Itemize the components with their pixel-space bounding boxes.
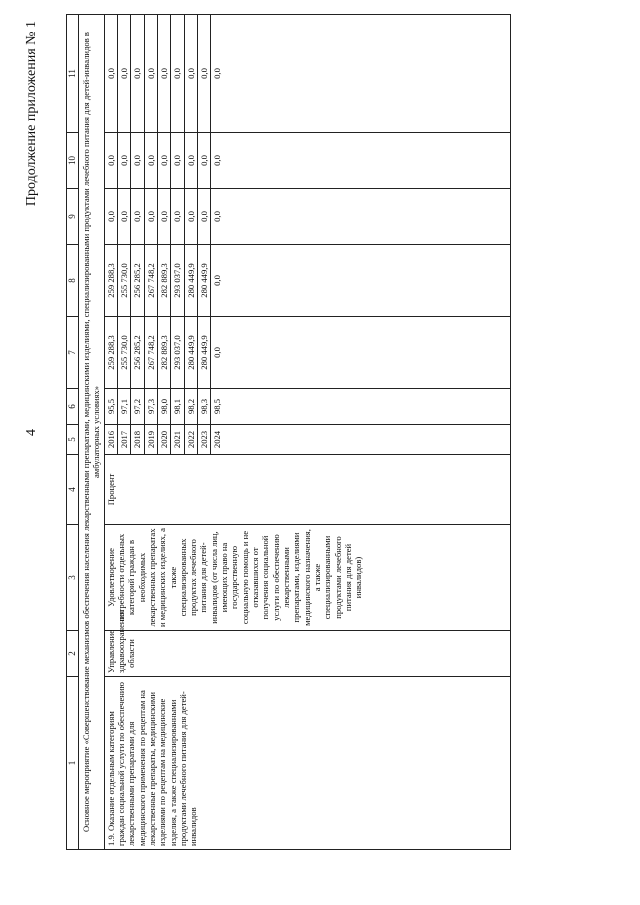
year: 2022 [184,425,197,455]
value-col7: 256 285,2 [131,317,144,389]
unit: Процент [104,455,511,525]
table-row [104,15,117,850]
indicator: Удовлетворение потребности отдельных категорий граждан в необходимых лекарственных препаратах и медицинских изделиях, а также специализированных продуктах лечебного питания для детей-инвалидов (от числа лиц, имеющих право на государственную социальную помощь и не отказавшихся от получения социальной услуги по обеспечению лекарственными препаратами, изделиями медицинского назначения, а также специализированными продуктами лечебного питания для детей инвалидов) [104,525,511,631]
value-col11: 0,0 [171,15,184,133]
percent: 98,0 [157,389,170,425]
column-number: 4 [67,455,79,525]
value-col9: 0,0 [144,189,157,245]
value-col7: 0,0 [211,317,511,389]
value-col10: 0,0 [117,133,130,189]
value-col10: 0,0 [144,133,157,189]
value-col11: 0,0 [184,15,197,133]
page-number: 4 [24,429,39,436]
value-col7: 280 449,9 [197,317,210,389]
percent: 95,5 [104,389,117,425]
event-name: 1.9. Оказание отдельным категориям граждан социальной услуги по обеспечению лекарственными препаратами для медицинского применения по рецептам на лекарственные препараты, медицинскими изделиями по рецептам на медицинские изделия, а также специализированными продуктами лечебного питания для детей-инвалидов [104,677,511,850]
value-col11: 0,0 [104,15,117,133]
value-col9: 0,0 [157,189,170,245]
year: 2023 [197,425,210,455]
year: 2024 [211,425,511,455]
year: 2021 [171,425,184,455]
value-col8: 280 449,9 [184,245,197,317]
continuation-label: Продолжение приложения № 1 [24,21,39,207]
column-number: 10 [67,133,79,189]
column-number: 11 [67,15,79,133]
percent: 98,2 [184,389,197,425]
column-number: 2 [67,631,79,677]
value-col10: 0,0 [197,133,210,189]
rotated-sheet [24,15,586,850]
value-col9: 0,0 [171,189,184,245]
value-col7: 293 037,0 [171,317,184,389]
value-col9: 0,0 [184,189,197,245]
value-col7: 267 748,2 [144,317,157,389]
column-number: 3 [67,525,79,631]
value-col7: 255 730,0 [117,317,130,389]
year: 2019 [144,425,157,455]
value-col11: 0,0 [197,15,210,133]
percent: 97,2 [131,389,144,425]
value-col8: 259 288,3 [104,245,117,317]
column-number-row [67,15,79,850]
year: 2017 [117,425,130,455]
value-col8: 256 285,2 [131,245,144,317]
value-col8: 282 889,3 [157,245,170,317]
value-col10: 0,0 [104,133,117,189]
value-col8: 0,0 [211,245,511,317]
value-col7: 282 889,3 [157,317,170,389]
value-col11: 0,0 [117,15,130,133]
main-event-row [79,15,105,850]
column-number: 9 [67,189,79,245]
year: 2016 [104,425,117,455]
value-col9: 0,0 [104,189,117,245]
value-col10: 0,0 [211,133,511,189]
column-number: 7 [67,317,79,389]
value-col9: 0,0 [197,189,210,245]
value-col8: 280 449,9 [197,245,210,317]
percent: 97,3 [144,389,157,425]
value-col10: 0,0 [157,133,170,189]
column-number: 8 [67,245,79,317]
year: 2018 [131,425,144,455]
value-col8: 255 730,0 [117,245,130,317]
value-col10: 0,0 [171,133,184,189]
main-event-title: Основное мероприятие «Совершенствование механизмов обеспечения населения лекарственными препаратами, медицинскими изделиями, специализированными продуктами лечебного питания для детей-инвалидов в амбулаторных условиях» [79,15,105,850]
value-col8: 293 037,0 [171,245,184,317]
value-col10: 0,0 [184,133,197,189]
column-number: 5 [67,425,79,455]
percent: 98,1 [171,389,184,425]
percent: 98,3 [197,389,210,425]
value-col11: 0,0 [144,15,157,133]
year: 2020 [157,425,170,455]
value-col9: 0,0 [131,189,144,245]
executor: Управление здравоохранения области [104,631,511,677]
value-col9: 0,0 [211,189,511,245]
value-col9: 0,0 [117,189,130,245]
value-col11: 0,0 [211,15,511,133]
value-col11: 0,0 [131,15,144,133]
percent: 97,1 [117,389,130,425]
column-number: 6 [67,389,79,425]
value-col7: 259 288,3 [104,317,117,389]
percent: 98,5 [211,389,511,425]
value-col7: 280 449,9 [184,317,197,389]
value-col11: 0,0 [157,15,170,133]
value-col8: 267 748,2 [144,245,157,317]
program-table [66,14,511,850]
column-number: 1 [67,677,79,850]
value-col10: 0,0 [131,133,144,189]
